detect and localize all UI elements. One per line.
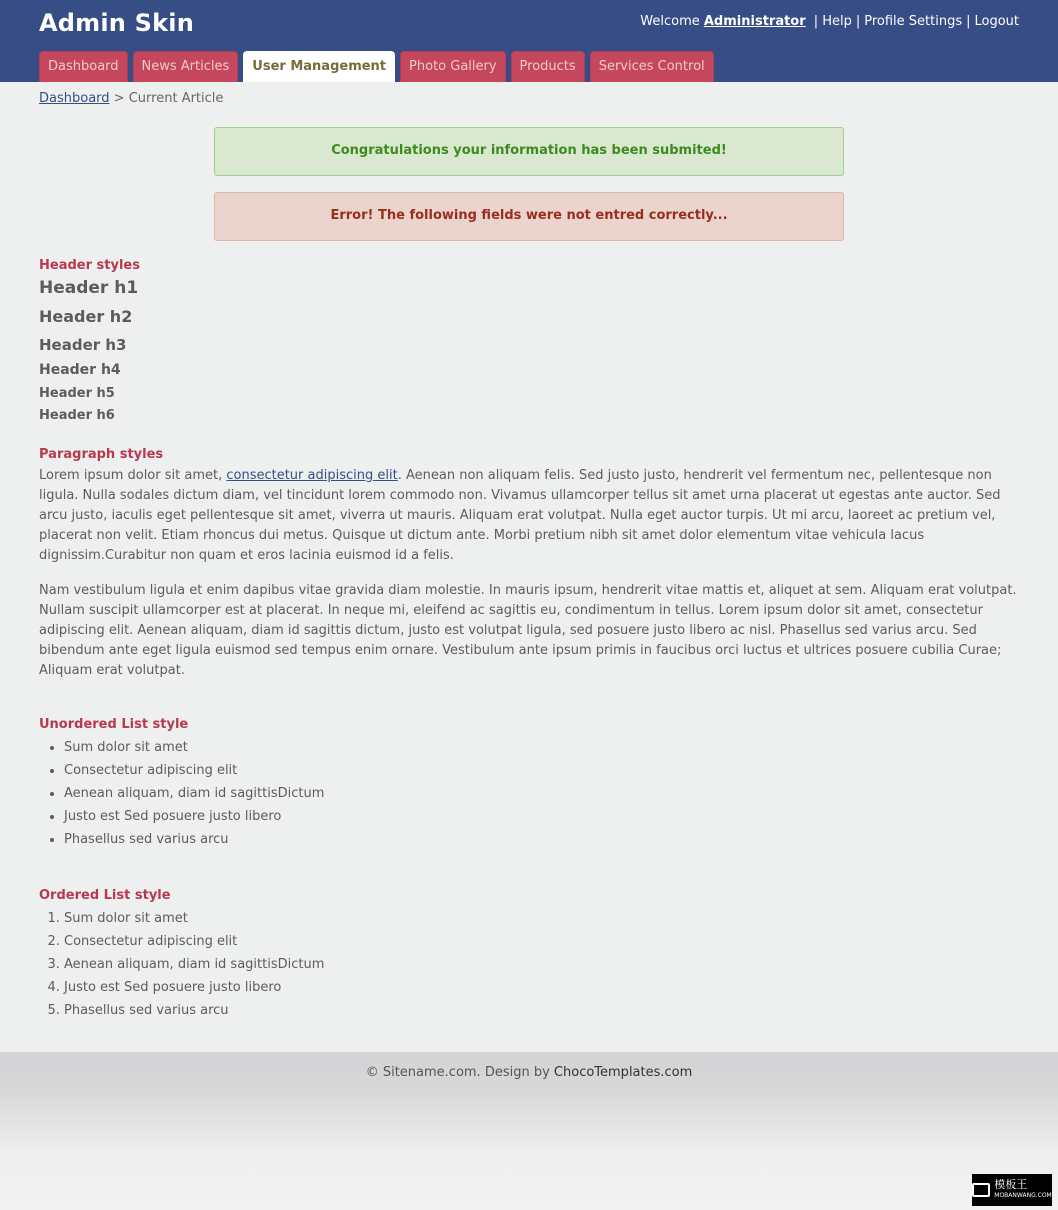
nav-separator: | (813, 14, 819, 29)
sample-header-h2: Header h2 (39, 307, 133, 326)
list-item: 1. Sum dolor sit amet (64, 907, 1021, 930)
user-nav (640, 14, 1019, 29)
paragraph-2: Nam vestibulum ligula et enim dapibus vitae gravida diam molestie. In mauris ipsum, hendrerit vitae mattis et, aliquet at sem. Aliquam erat volutpat. Nullam suscipit ullamcorper est at placerat. In neque mi, eleifend ac sagittis eu, condimentum in tellus. Lorem ipsum dolor sit amet, consectetur adipiscing elit. Aenean aliquam, diam id sagittis dictum, justo est volutpat ligula, sed posuere justo libero ac nisl. Phasellus sed varius arcu. Sed bibendum ante eget ligula euismod sed tempus enim ornare. Vestibulum ante ipsum primis in faucibus orci luctus et ultrices posuere cubilia Curae; Aliquam erat volutpat. (39, 583, 1017, 678)
paragraph-1 (39, 466, 1021, 566)
ordered-list-title: Ordered List style (39, 888, 171, 903)
tab-products[interactable]: Products (511, 51, 585, 82)
page-footer (0, 1052, 1058, 1210)
site-logo[interactable]: Admin Skin (39, 9, 194, 37)
error-message: Error! The following fields were not entred correctly... (214, 192, 844, 241)
nav-separator: | (966, 14, 971, 29)
footer-designer-link[interactable]: ChocoTemplates.com (553, 1065, 693, 1080)
top-header (0, 0, 1058, 82)
tab-news-articles[interactable]: News Articles (133, 51, 239, 82)
tab-photo-gallery[interactable]: Photo Gallery (400, 51, 506, 82)
tab-dashboard[interactable]: Dashboard (39, 51, 128, 82)
success-message: Congratulations your information has been submited! (214, 127, 844, 176)
list-item: • Aenean aliquam, diam id sagittisDictum (64, 782, 1021, 805)
welcome-text: Welcome (640, 14, 700, 29)
book-icon (972, 1183, 990, 1197)
footer-credit (0, 1065, 1058, 1080)
watermark-text (994, 1179, 1051, 1201)
sample-header-h4: Header h4 (39, 362, 121, 378)
paragraph-1-start: Lorem ipsum dolor sit amet, (39, 468, 227, 483)
help-link[interactable]: Help (822, 14, 852, 29)
main-tabs (39, 51, 714, 82)
breadcrumb-dashboard-link[interactable]: Dashboard (39, 91, 110, 106)
admin-user-link[interactable]: Administrator (703, 14, 806, 29)
sample-header-h6: Header h6 (39, 408, 115, 423)
list-item: 5. Phasellus sed varius arcu (64, 999, 1021, 1022)
unordered-list-title: Unordered List style (39, 717, 189, 732)
breadcrumb-current: Current Article (128, 91, 224, 106)
paragraph-styles-title: Paragraph styles (39, 447, 164, 462)
tab-services-control[interactable]: Services Control (590, 51, 714, 82)
ordered-list (39, 907, 1021, 1022)
sample-header-h5: Header h5 (39, 386, 115, 401)
sample-header-h3: Header h3 (39, 336, 127, 354)
tab-user-management[interactable]: User Management (243, 51, 395, 82)
paragraph-link[interactable]: consectetur adipiscing elit (226, 468, 398, 483)
list-item: • Justo est Sed posuere justo libero (64, 805, 1021, 828)
nav-separator: | (855, 14, 861, 29)
list-item: • Sum dolor sit amet (64, 736, 1021, 759)
sample-header-h1: Header h1 (39, 278, 139, 298)
watermark-sub: MOBANWANG.COM (994, 1192, 1052, 1199)
list-item: • Consectetur adipiscing elit (64, 759, 1021, 782)
footer-copyright: © Sitename.com. Design by (365, 1065, 554, 1080)
main-content (39, 258, 1021, 1022)
breadcrumb (39, 91, 223, 106)
header-styles-title: Header styles (39, 258, 140, 273)
logout-link[interactable]: Logout (974, 14, 1019, 29)
list-item: • Phasellus sed varius arcu (64, 828, 1021, 851)
profile-settings-link[interactable]: Profile Settings (864, 14, 963, 29)
unordered-list (39, 736, 1021, 851)
watermark-main: 模板王 (994, 1178, 1028, 1191)
watermark-logo (972, 1174, 1052, 1206)
paragraph-1-end: . Aenean non aliquam felis. Sed justo justo, hendrerit vel fermentum nec, pellentesque non ligula. Nulla sodales dictum diam, vel tincidunt lorem commodo non. Vivamus ullamcorper tellus sit amet urna placerat ut egestas ante auctor. Sed arcu justo, iaculis eget pellentesque sit amet, viverra ut mauris. Aliquam erat volutpat. Nulla eget auctor turpis. Ut mi arcu, laoreet ac pretium vel, placerat non velit. Etiam rhoncus dui metus. Quisque ut dictum ante. Morbi pretium nibh sit amet dolor elementum vitae vehicula lacus dignissim.Curabitur non quam et eros lacinia euismod id a felis. (39, 468, 1001, 563)
list-item: 3. Aenean aliquam, diam id sagittisDictum (64, 953, 1021, 976)
breadcrumb-separator: > (113, 91, 125, 106)
list-item: 2. Consectetur adipiscing elit (64, 930, 1021, 953)
list-item: 4. Justo est Sed posuere justo libero (64, 976, 1021, 999)
